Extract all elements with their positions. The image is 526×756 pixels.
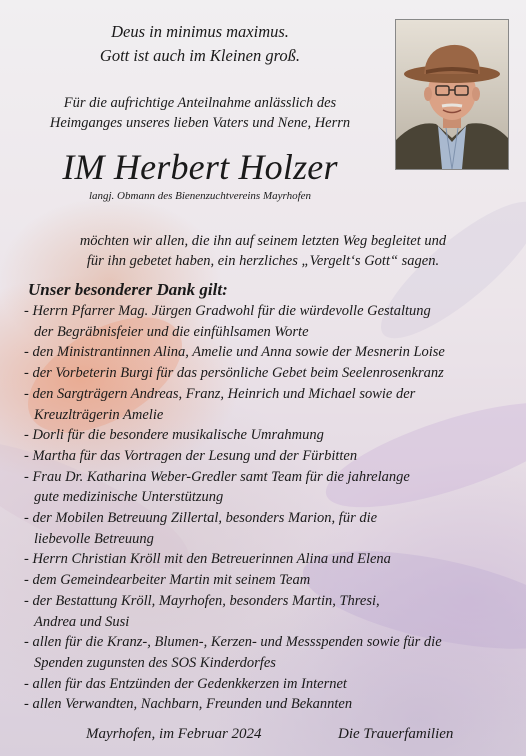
motto-line-1: Deus in minimus maximus. — [111, 22, 289, 41]
list-item-continuation: Spenden zugunsten des SOS Kinderdorfes — [34, 654, 276, 671]
list-item: - den Sargträgern Andreas, Franz, Heinrich und Michael sowie der — [24, 385, 416, 402]
thanks-text — [0, 231, 526, 271]
signature: Die Trauerfamilien — [338, 726, 454, 742]
list-item-continuation: liebevolle Betreuung — [34, 530, 154, 547]
intro-line-2: Heimganges unseres lieben Vaters und Nene, Herrn — [49, 115, 351, 131]
list-item: - allen Verwandten, Nachbarn, Freunden und Bekannten — [24, 696, 353, 713]
place-date: Mayrhofen, im Februar 2024 — [86, 726, 262, 742]
list-item: - allen für das Entzünden der Gedenkkerzen im Internet — [24, 675, 347, 692]
intro — [20, 93, 380, 133]
list-item-continuation: Kreuzlträgerin Amelie — [34, 406, 164, 423]
list-item: - der Bestattung Kröll, Mayrhofen, besonders Martin, Thresi, — [24, 592, 380, 609]
list-item: - Dorli für die besondere musikalische Umrahmung — [24, 427, 324, 444]
deceased-subtitle: langj. Obmann des Bienenzuchtvereins Mayrhofen — [88, 190, 312, 202]
list-item-continuation: Andrea und Susi — [34, 613, 130, 630]
thanks-line-2: für ihn gebetet haben, ein herzliches „Vergelt‘s Gott“ sagen. — [86, 253, 440, 269]
list-item: - Herrn Christian Kröll mit den Betreuerinnen Alina und Elena — [24, 551, 391, 568]
list-item: - der Mobilen Betreuung Zillertal, besonders Marion, für die — [24, 510, 378, 527]
list-item: - dem Gemeindearbeiter Martin mit seinem Team — [24, 572, 311, 589]
list-item: - allen für die Kranz-, Blumen-, Kerzen- und Messspenden sowie für die — [24, 634, 442, 651]
list-item: - Frau Dr. Katharina Weber-Gredler samt Team für die jahrelange — [24, 468, 410, 485]
thanks-line-1: möchten wir allen, die ihn auf seinem letzten Weg begleitet und — [79, 233, 447, 249]
motto-line-2: Gott ist auch im Kleinen groß. — [99, 46, 301, 65]
list-item-continuation: der Begräbnisfeier und die einfühlsamen Worte — [34, 323, 309, 340]
portrait-photo — [395, 19, 509, 170]
special-thanks-heading: Unser besonderer Dank gilt: — [28, 280, 228, 299]
list-item: - der Vorbeterin Burgi für das persönliche Gebet beim Seelenrosenkranz — [24, 365, 444, 382]
list-item: - Martha für das Vortragen der Lesung und der Fürbitten — [24, 447, 358, 464]
deceased-name: IM Herbert Holzer — [62, 147, 338, 187]
list-item: - den Ministrantinnen Alina, Amelie und Anna sowie der Mesnerin Loise — [24, 344, 445, 361]
list-item-continuation: gute medizinische Unterstützung — [34, 489, 224, 506]
portrait-illustration — [396, 20, 508, 169]
intro-line-1: Für die aufrichtige Anteilnahme anlässlich des — [63, 95, 337, 111]
list-item: - Herrn Pfarrer Mag. Jürgen Gradwohl für die würdevolle Gestaltung — [24, 303, 431, 319]
motto — [50, 20, 350, 68]
thanks-list — [24, 301, 445, 715]
